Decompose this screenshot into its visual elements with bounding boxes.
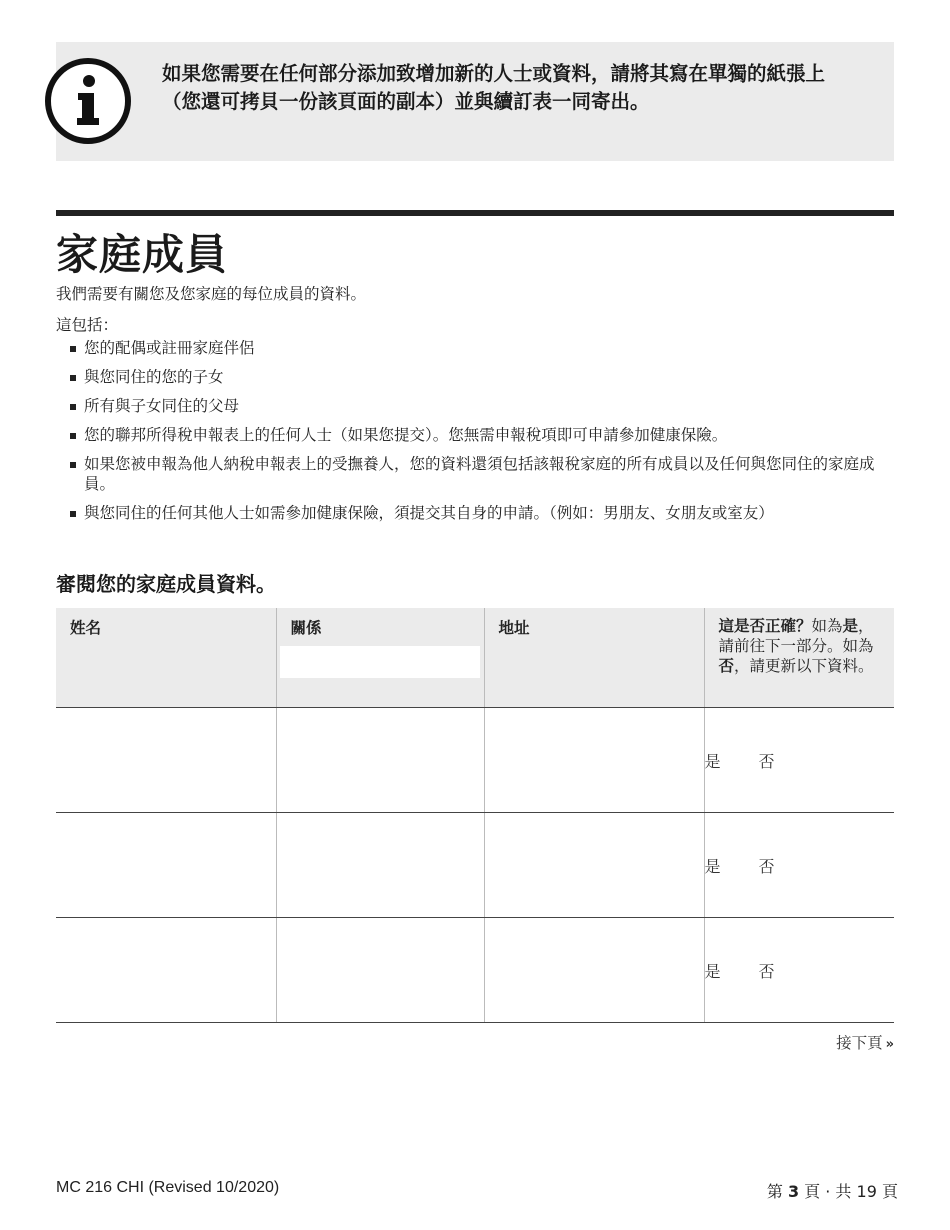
yes-option[interactable]: 是 [704, 961, 721, 981]
review-heading: 審閱您的家庭成員資料。 [56, 572, 276, 596]
no-option[interactable]: 否 [758, 856, 775, 876]
list-item: 所有與子女同住的父母 [70, 396, 890, 416]
list-item: 如果您被申報為他人納稅申報表上的受撫養人，您的資料還須包括該報稅家庭的所有成員以及任何與您同住的家庭成員。 [70, 454, 890, 494]
section-divider [56, 210, 894, 216]
relationship-cell[interactable] [276, 813, 484, 918]
intro-text: 我們需要有關您及您家庭的每位成員的資料。 [56, 285, 367, 303]
table-row [56, 813, 894, 918]
info-icon [43, 56, 133, 146]
page-number: 第 3 頁 · 共 19 頁 [766, 1182, 898, 1201]
table-row [56, 918, 894, 1023]
includes-list [70, 338, 890, 532]
address-cell[interactable] [484, 813, 704, 918]
yes-no-cell [704, 918, 894, 1023]
name-cell[interactable] [56, 813, 276, 918]
yes-no-cell [704, 708, 894, 813]
column-header-address: 地址 [484, 608, 704, 708]
table-row [56, 708, 894, 813]
double-chevron-right-icon: » [885, 1037, 894, 1052]
no-option[interactable]: 否 [758, 961, 775, 981]
includes-label: 這包括： [56, 316, 119, 334]
name-cell[interactable] [56, 708, 276, 813]
list-item: 您的配偶或註冊家庭伴侶 [70, 338, 890, 358]
relationship-cell[interactable] [276, 708, 484, 813]
yes-option[interactable]: 是 [704, 856, 721, 876]
column-header-relationship: 關係 [276, 608, 484, 708]
household-members-table [56, 608, 894, 1023]
address-cell[interactable] [484, 708, 704, 813]
column-header-name: 姓名 [56, 608, 276, 708]
list-item: 與您同住的您的子女 [70, 367, 890, 387]
page-title: 家庭成員 [56, 230, 229, 279]
column-header-correct: 這是否正確？如為是，請前往下一部分。如為否，請更新以下資料。 [704, 608, 894, 708]
list-item: 您的聯邦所得稅申報表上的任何人士（如果您提交）。您無需申報稅項即可申請參加健康保險。 [70, 425, 890, 445]
yes-option[interactable]: 是 [704, 751, 721, 771]
list-item: 與您同住的任何其他人士如需參加健康保險，須提交其自身的申請。（例如：男朋友、女朋友或室友） [70, 503, 890, 523]
next-page-indicator: 接下頁 » [836, 1034, 894, 1052]
address-cell[interactable] [484, 918, 704, 1023]
no-option[interactable]: 否 [758, 751, 775, 771]
yes-no-cell [704, 813, 894, 918]
form-id: MC 216 CHI (Revised 10/2020) [56, 1179, 280, 1196]
name-cell[interactable] [56, 918, 276, 1023]
notice-text: 如果您需要在任何部分添加致增加新的人士或資料，請將其寫在單獨的紙張上（您還可拷貝一份該頁面的副本）並與續訂表一同寄出。 [162, 62, 826, 113]
relationship-cell[interactable] [276, 918, 484, 1023]
